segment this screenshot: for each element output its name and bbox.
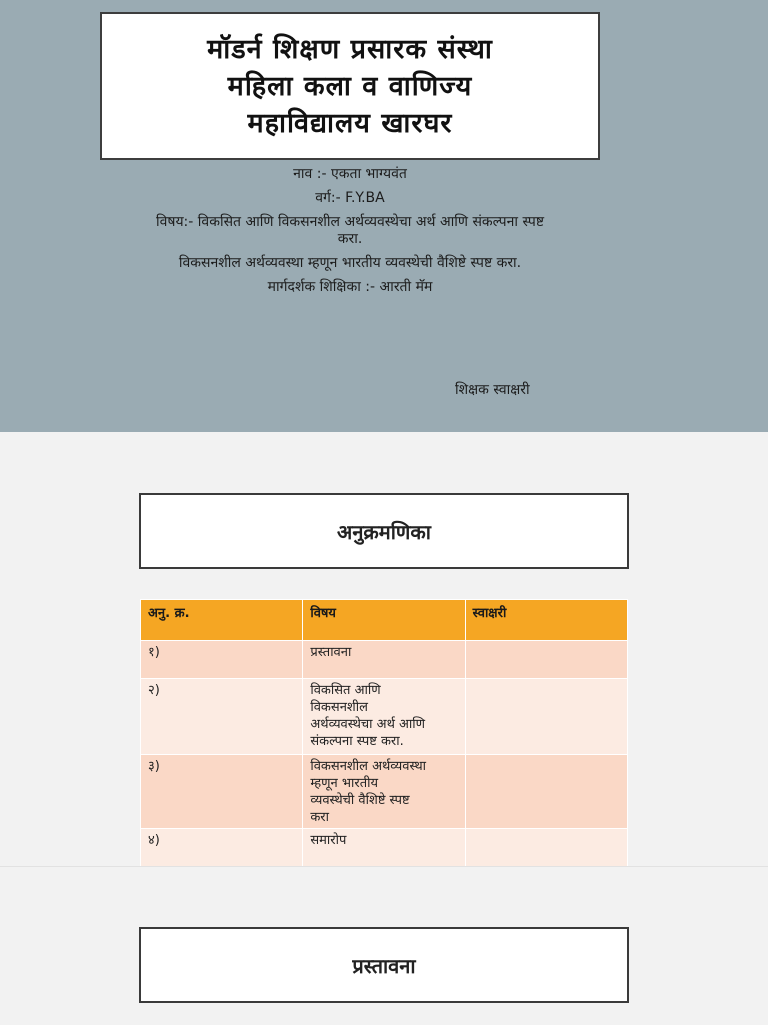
contents-table (140, 599, 628, 867)
row-topic (303, 641, 465, 679)
topic-line: व्यवस्थेची वैशिष्टे स्पष्ट (310, 793, 410, 808)
subject-line-1: विषय:- विकसित आणि विकसनशील अर्थव्यवस्थेचा अर्थ आणि संकल्पना स्पष्ट (155, 214, 545, 230)
title-slide (0, 0, 768, 432)
contents-slide (0, 432, 768, 866)
row-signature (465, 829, 627, 867)
table-row (141, 755, 628, 829)
introduction-heading: प्रस्तावना (139, 927, 629, 1003)
institution-title-box (100, 12, 600, 160)
table-header-row (141, 600, 628, 641)
row-serial: २) (141, 679, 303, 755)
table-row (141, 641, 628, 679)
row-signature (465, 641, 627, 679)
table-row (141, 679, 628, 755)
topic-line: विकसित आणि (310, 683, 381, 698)
student-info (100, 166, 600, 303)
student-class: वर्ग:- F.Y.BA (315, 190, 385, 206)
title-line-3: महाविद्यालय खारघर (247, 107, 453, 139)
header-signature: स्वाक्षरी (465, 600, 627, 641)
row-topic (303, 829, 465, 867)
title-line-2: महिला कला व वाणिज्य (227, 70, 473, 102)
table-row (141, 829, 628, 867)
teacher-signature-label: शिक्षक स्वाक्षरी (455, 382, 530, 398)
title-line-1: मॉडर्न शिक्षण प्रसारक संस्था (207, 33, 493, 65)
topic-line: संकल्पना स्पष्ट करा. (310, 734, 404, 749)
topic-line: विकसनशील अर्थव्यवस्था (310, 759, 426, 774)
topic-line: अर्थव्यवस्थेचा अर्थ आणि (310, 717, 426, 732)
introduction-slide (0, 866, 768, 1025)
subject-line-3: विकसनशील अर्थव्यवस्था म्हणून भारतीय व्यवस्थेची वैशिष्टे स्पष्ट करा. (178, 255, 522, 271)
row-signature (465, 755, 627, 829)
topic-line: समारोप (310, 833, 347, 848)
guide-teacher: मार्गदर्शक शिक्षिका :- आरती मॅम (267, 279, 433, 295)
contents-heading: अनुक्रमणिका (139, 493, 629, 569)
topic-line: म्हणून भारतीय (310, 776, 379, 791)
header-topic: विषय (303, 600, 465, 641)
header-serial: अनु. क्र. (141, 600, 303, 641)
row-signature (465, 679, 627, 755)
student-name: नाव :- एकता भाग्यवंत (293, 166, 407, 182)
row-serial: ४) (141, 829, 303, 867)
row-serial: ३) (141, 755, 303, 829)
row-serial: १) (141, 641, 303, 679)
topic-line: विकसनशील (310, 700, 368, 715)
row-topic (303, 679, 465, 755)
row-topic (303, 755, 465, 829)
topic-line: करा (310, 810, 329, 825)
subject-line-2: करा. (337, 231, 363, 247)
topic-line: प्रस्तावना (310, 645, 352, 660)
